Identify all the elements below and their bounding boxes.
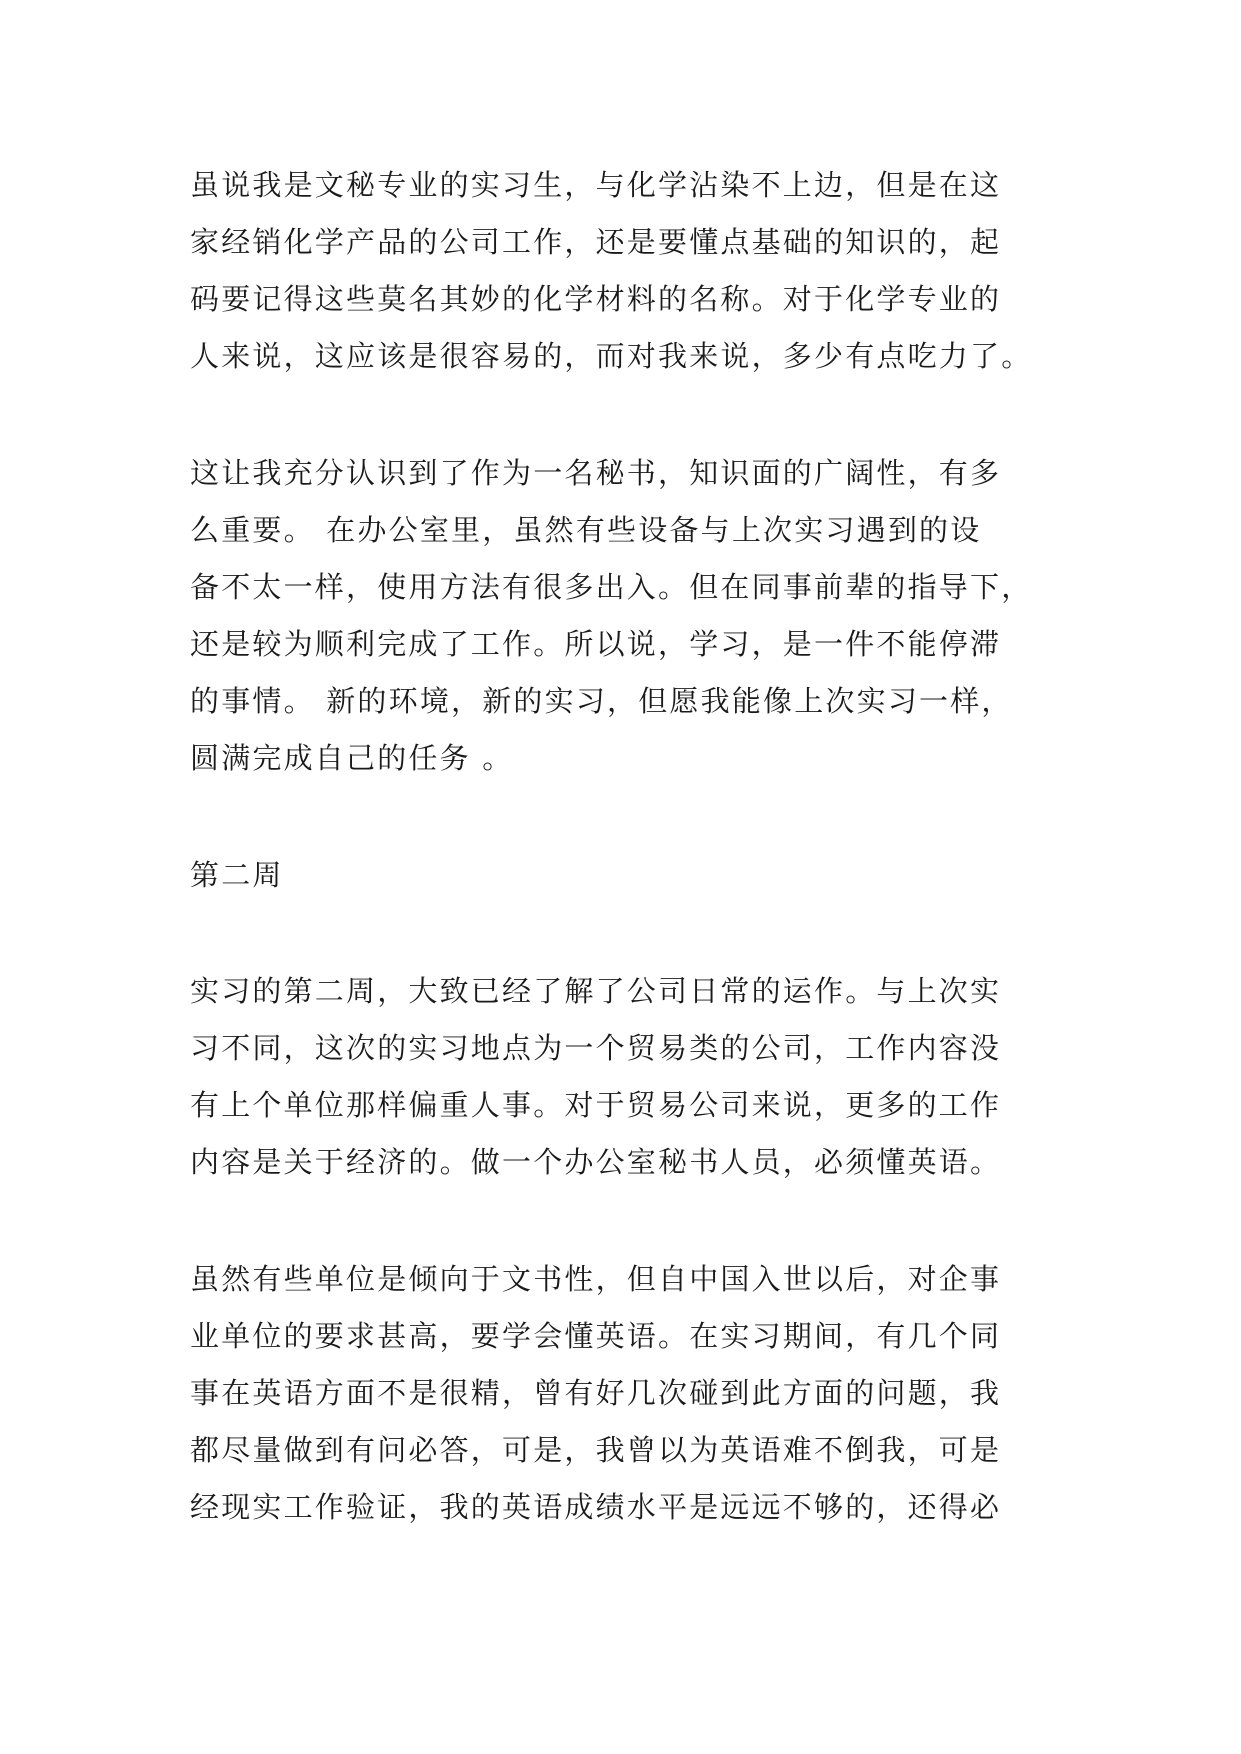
paragraph-line: 实习的第二周，大致已经了解了公司日常的运作。与上次实 bbox=[190, 974, 1002, 1008]
paragraph-line: 经现实工作验证，我的英语成绩水平是远远不够的，还得必 bbox=[190, 1490, 1002, 1524]
paragraph-line: 码要记得这些莫名其妙的化学材料的名称。对于化学专业的 bbox=[190, 282, 1002, 316]
paragraph-line: 这让我充分认识到了作为一名秘书，知识面的广阔性，有多 bbox=[190, 456, 1002, 490]
paragraph-line: 人来说，这应该是很容易的，而对我来说，多少有点吃力了。 bbox=[190, 339, 1033, 373]
paragraph-line: 习不同，这次的实习地点为一个贸易类的公司，工作内容没 bbox=[190, 1031, 1002, 1065]
paragraph-line: 虽说我是文秘专业的实习生，与化学沾染不上边，但是在这 bbox=[190, 168, 1002, 202]
paragraph-line: 圆满完成自己的任务 。 bbox=[190, 741, 514, 775]
section-heading: 第二周 bbox=[190, 858, 284, 892]
paragraph-line: 家经销化学产品的公司工作，还是要懂点基础的知识的，起 bbox=[190, 225, 1002, 259]
paragraph-line: 内容是关于经济的。做一个办公室秘书人员，必须懂英语。 bbox=[190, 1145, 1002, 1179]
paragraph-line: 虽然有些单位是倾向于文书性，但自中国入世以后，对企事 bbox=[190, 1262, 1002, 1296]
paragraph-line: 么重要。 在办公室里，虽然有些设备与上次实习遇到的设 bbox=[190, 513, 982, 547]
paragraph-line: 还是较为顺利完成了工作。所以说，学习，是一件不能停滞 bbox=[190, 627, 1002, 661]
paragraph-line: 的事情。 新的环境，新的实习，但愿我能像上次实习一样， bbox=[190, 684, 1013, 718]
paragraph-line: 备不太一样，使用方法有很多出入。但在同事前辈的指导下， bbox=[190, 570, 1033, 604]
paragraph-line: 事在英语方面不是很精，曾有好几次碰到此方面的问题，我 bbox=[190, 1376, 1002, 1410]
paragraph-line: 都尽量做到有问必答，可是，我曾以为英语难不倒我，可是 bbox=[190, 1433, 1002, 1467]
paragraph-line: 业单位的要求甚高，要学会懂英语。在实习期间，有几个同 bbox=[190, 1319, 1002, 1353]
paragraph-line: 有上个单位那样偏重人事。对于贸易公司来说，更多的工作 bbox=[190, 1088, 1002, 1122]
